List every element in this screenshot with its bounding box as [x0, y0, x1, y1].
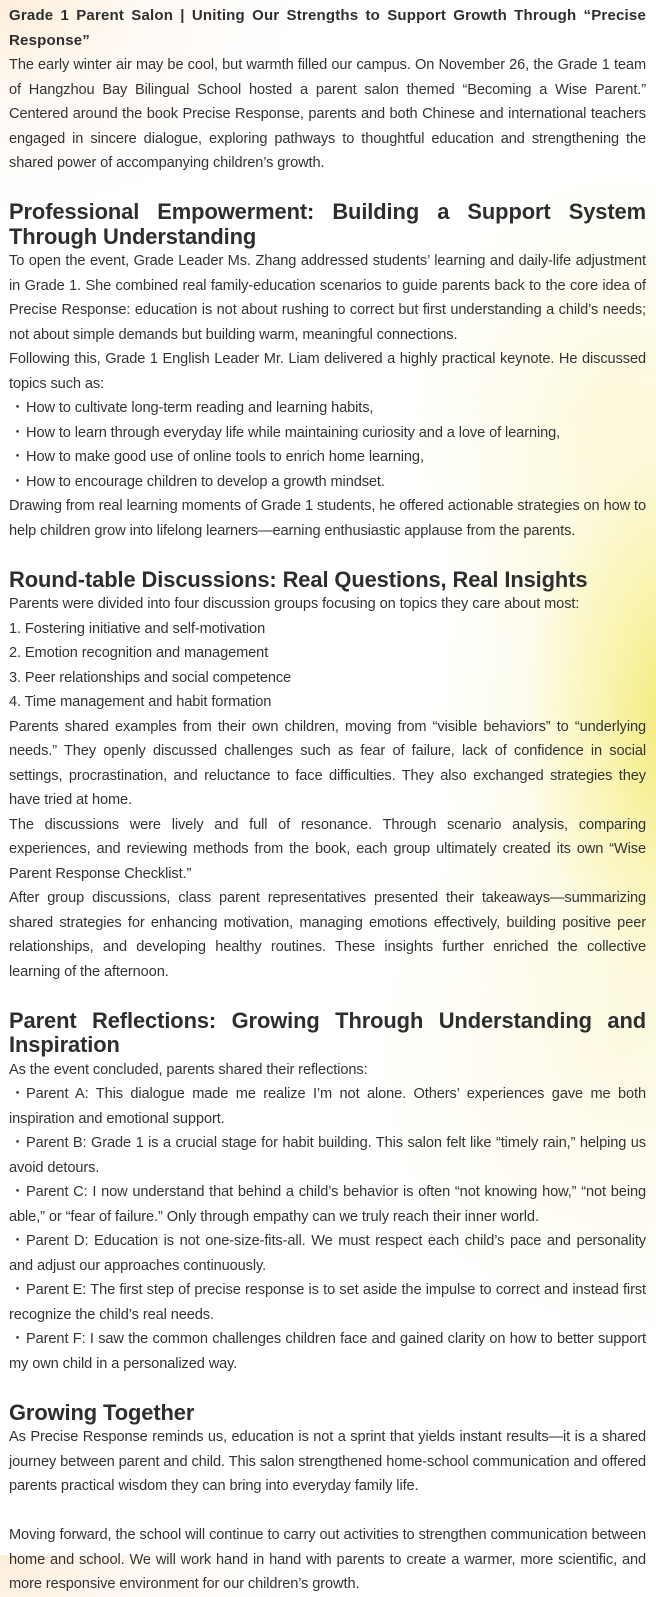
- section-heading: Professional Empowerment: Building a Support System Through Understanding: [9, 199, 646, 249]
- bullet-icon: ・: [10, 1331, 25, 1347]
- reflection-item: ・Parent B: Grade 1 is a crucial stage for habit building. This salon felt like “timely rain,” helping us avoid detours.: [9, 1131, 646, 1180]
- paragraph: Parents were divided into four discussion groups focusing on topics they care about most:: [9, 596, 580, 612]
- bullet-icon: ・: [10, 424, 25, 441]
- bullet-icon: ・: [10, 1184, 25, 1200]
- list-item: ・How to make good use of online tools to enrich home learning,: [9, 445, 646, 470]
- list-item: ・How to cultivate long-term reading and learning habits,: [9, 396, 646, 421]
- paragraph: Parents shared examples from their own children, moving from “visible behaviors” to “underlying needs.” They openly discussed challenges such as fear of failure, lack of confidence in social settings, procrastination, and reluctance to face difficulties. They also exchanged strategies they have tried at home.: [9, 718, 646, 808]
- list-item: ・How to encourage children to develop a growth mindset.: [9, 470, 646, 495]
- list-item: ・How to learn through everyday life while maintaining curiosity and a love of learning,: [9, 421, 646, 446]
- section-heading: Round-table Discussions: Real Questions, Real Insights: [9, 566, 588, 592]
- paragraph: As the event concluded, parents shared their reflections:: [9, 1061, 368, 1078]
- bullet-icon: ・: [10, 449, 25, 465]
- bullet-icon: ・: [10, 473, 25, 490]
- spacer: [9, 1376, 646, 1401]
- bullet-icon: ・: [10, 1282, 25, 1298]
- reflection-item: ・Parent F: I saw the common challenges children face and gained clarity on how to better support my own child in a personalized way.: [9, 1327, 646, 1376]
- spacer: [9, 543, 646, 568]
- list-item: 4. Time management and habit formation: [9, 694, 272, 710]
- intro-paragraph: The early winter air may be cool, but warmth filled our campus. On November 26, the Grade 1 team of Hangzhou Bay Bilingual School hosted a parent salon themed “Becoming a Wise Parent.” Centered around the book Precise Response, parents and both Chinese and international teachers engaged in sincere dialogue, exploring pathways to thoughtful education and strengthening the shared power of accompanying children’s growth.: [9, 57, 646, 171]
- spacer: [9, 984, 646, 1009]
- bullet-icon: ・: [10, 1086, 25, 1102]
- section-round-table: [9, 568, 646, 985]
- reflection-item: ・Parent E: The first step of precise response is to set aside the impulse to correct and instead first recognize the child’s real needs.: [9, 1278, 646, 1327]
- paragraph: After group discussions, class parent representatives presented their takeaways—summarizing shared strategies for enhancing motivation, managing emotions effectively, building positive peer relationships, and developing healthy routines. These insights further enriched the collective learning of the afternoon.: [9, 890, 646, 980]
- bullet-icon: ・: [10, 400, 25, 416]
- section-heading: Parent Reflections: Growing Through Understanding and Inspiration: [9, 1007, 646, 1057]
- paragraph: To open the event, Grade Leader Ms. Zhang addressed students’ learning and daily-life adjustment in Grade 1. She combined real family-education scenarios to guide parents back to the core idea of Precise Response: education is not about rushing to correct but first understanding a child’s needs; not about simple demands but building warm, meaningful connections.: [9, 253, 646, 343]
- reflection-item: ・Parent C: I now understand that behind a child’s behavior is often “not knowing how,” “not being able,” or “fear of failure.” Only through empathy can we truly reach their inner world.: [9, 1180, 646, 1229]
- spacer: [9, 176, 646, 201]
- paragraph: The discussions were lively and full of resonance. Through scenario analysis, comparing experiences, and reviewing methods from the book, each group ultimately created its own “Wise Parent Response Checklist.”: [9, 816, 646, 882]
- bullet-icon: ・: [10, 1233, 25, 1249]
- paragraph: Drawing from real learning moments of Grade 1 students, he offered actionable strategies on how to help children grow into lifelong learners—earning enthusiastic applause from the parents.: [9, 498, 646, 539]
- list-item: 3. Peer relationships and social competence: [9, 669, 292, 686]
- list-item: 2. Emotion recognition and management: [9, 645, 269, 661]
- section-heading: Growing Together: [9, 1399, 195, 1425]
- paragraph: Following this, Grade 1 English Leader Mr. Liam delivered a highly practical keynote. He discussed topics such as:: [9, 351, 646, 392]
- section-parent-reflections: [9, 1009, 646, 1377]
- reflection-item: ・Parent A: This dialogue made me realize I’m not alone. Others’ experiences gave me both inspiration and emotional support.: [9, 1082, 646, 1131]
- spacer: [9, 1499, 646, 1524]
- section-growing-together: [9, 1401, 646, 1597]
- list-item: 1. Fostering initiative and self-motivation: [9, 620, 266, 637]
- section-professional-empowerment: [9, 200, 646, 543]
- topics-list: [9, 396, 646, 494]
- article-title: Grade 1 Parent Salon | Uniting Our Strengths to Support Growth Through “Precise Response”: [9, 7, 646, 49]
- bullet-icon: ・: [10, 1135, 25, 1151]
- reflection-item: ・Parent D: Education is not one-size-fits-all. We must respect each child’s pace and personality and adjust our approaches continuously.: [9, 1229, 646, 1278]
- paragraph: As Precise Response reminds us, education is not a sprint that yields instant results—it is a shared journey between parent and child. This salon strengthened home-school communication and offered parents practical wisdom they can bring into everyday family life.: [9, 1429, 646, 1494]
- discussion-topics-list: [9, 617, 646, 715]
- article: [9, 4, 646, 1597]
- paragraph: Moving forward, the school will continue to carry out activities to strengthen communication between home and school. We will work hand in hand with parents to create a warmer, more scientific, and more responsive environment for our children’s growth.: [9, 1527, 646, 1592]
